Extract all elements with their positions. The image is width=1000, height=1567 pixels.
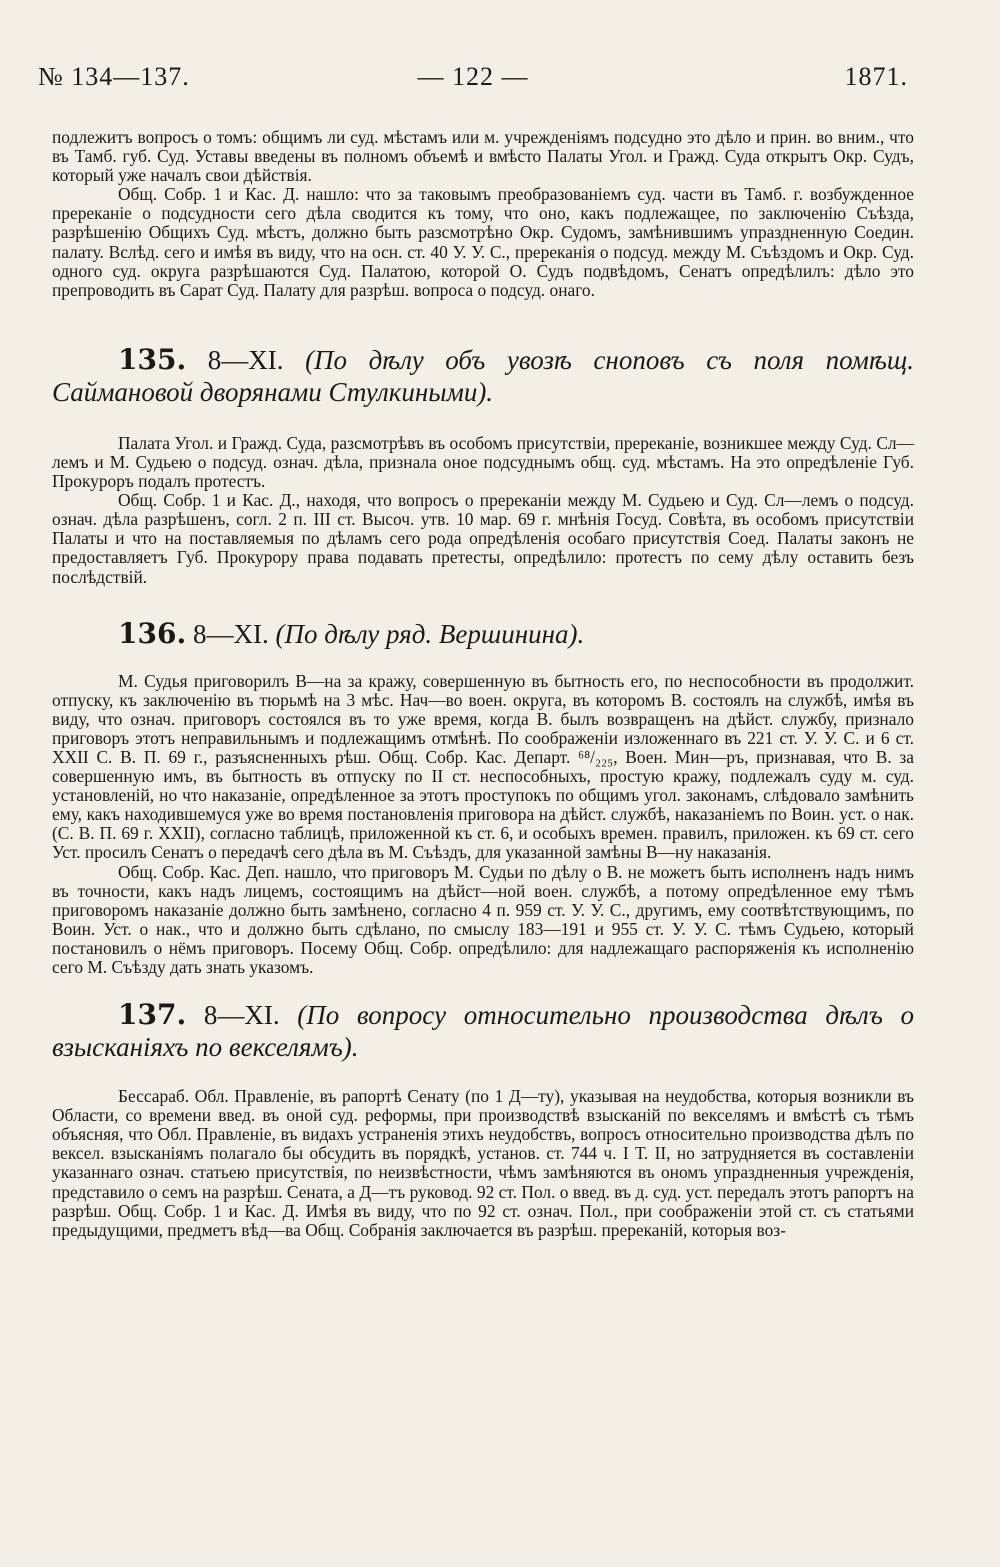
paragraph: М. Судья приговорилъ В—на за кражу, совершенную въ бытность его, по неспособности въ продолжит. отпуску, къ заключенію въ тюрьмѣ на 3 мѣс. Нач—во воен. округа, въ которомъ В. состоялъ на службѣ, имѣя въ виду, что означ. приговоръ состоялся въ то уже время, когда В. былъ возвращенъ на дѣйст. службу, признало приговоръ этотъ неправильнымъ и подлежащимъ отмѣнѣ. По соображеніи изложеннаго въ 221 ст. У. У. С. и 6 ст. XXII С. В. П. 69 г., разъясненныхъ рѣш. Общ. Собр. Кас. Департ. ⁶⁸/₂₂₅, Воен. Мин—ръ, признавая, что В. за совершенную имъ, въ бытность въ отпуску по II ст. неспособныхъ, простую кражу, подлежалъ суду м. суд. установленій, но что наказаніе, опредѣленное за этотъ проступокъ по общимъ угол. законамъ, слѣдовало замѣнить ему, какъ находившемуся уже во время постановленія приговора на дѣйст. службѣ, наказаніемъ по Воин. уст. о нак. (С. В. П. 69 г. XXII), согласно таблицѣ, приложенной къ ст. 6, и особыхъ времен. правилъ, приложен. къ 69 ст. сего Уст. просилъ Сенатъ о передачѣ сего дѣла въ М. Съѣздъ, для указанной замѣны В—ну наказанія.	[52, 670, 914, 863]
case-title: (По дѣлу ряд. Вершинина).	[275, 618, 585, 649]
case-number: 137.	[118, 998, 187, 1032]
paragraph: Палата Угол. и Гражд. Суда, разсмотрѣвъ въ особомъ присутствіи, пререканіе, возникшее между Суд. Сл—лемъ и М. Судьею о подсуд. означ. дѣла, признала оное подсуднымъ общ. суд. мѣстамъ. На это опредѣленіе Губ. Прокуроръ подалъ протестъ.	[52, 432, 914, 492]
page-number: — 122 —	[417, 62, 529, 91]
case-number: 136.	[118, 616, 187, 650]
case-number: 135.	[118, 342, 187, 376]
case-heading-135	[52, 344, 914, 408]
case-date: 8—XI.	[186, 618, 276, 649]
case-date: 8—XI.	[186, 1000, 298, 1031]
paragraph: подлежитъ вопросъ о томъ: общимъ ли суд. мѣстамъ или м. учрежденіямъ подсудно это дѣло и прин. во вним., что въ Тамб. губ. Суд. Уставы введены въ полномъ объемѣ и вмѣсто Палаты Угол. и Гражд. Суда открытъ Окр. Судъ, который уже началъ свои дѣйствія.	[52, 127, 914, 186]
paragraph: Бессараб. Обл. Правленіе, въ рапортѣ Сенату (по 1 Д—ту), указывая на неудобства, которыя возникли въ Области, со времени введ. въ оной суд. реформы, при производствѣ взысканій по векселямъ и вмѣстѣ съ тѣмъ объясняя, что Обл. Правленіе, въ видахъ устраненія этихъ неудобствъ, вопросъ относительно производства дѣлъ по вексел. взысканіямъ полагало бы обсудить въ порядкѣ, установ. ст. 744 ч. I Т. II, но затрудняется въ составленіи указаннаго означ. статьею присутствія, по неизвѣстности, чѣмъ замѣняются въ ономъ упраздненныя учрежденія, представило о семъ на разрѣш. Сената, а Д—тъ руковод. 92 ст. Пол. о введ. въ д. суд. уст. передалъ этотъ рапортъ на разрѣш. Общ. Собр. 1 и Кас. Д. Имѣя въ виду, что по 92 ст. означ. Пол., при соображеніи этой ст. съ статьями предыдущими, предметъ вѣд—ва Общ. Собранія заключается въ разрѣш. пререканій, которыя воз-	[52, 1086, 914, 1240]
paragraph: Общ. Собр. Кас. Деп. нашло, что приговоръ М. Судьи по дѣлу о В. не можетъ быть исполненъ надъ нимъ въ точности, какъ надъ лицемъ, состоящимъ на дѣйст—ной воен. службѣ, а потому опредѣленное ему тѣмъ приговоромъ наказаніе должно быть замѣнено, согласно 4 п. 959 ст. У. У. С., другимъ, ему соотвѣтствующимъ, по Воин. Уст. о нак., что и должно быть сдѣлано, по смыслу 183—191 и 955 ст. У. У. С. тѣмъ Судьею, который постановилъ о нёмъ приговоръ. Посему Общ. Собр. опредѣлило: для надлежащаго распоряженія къ исполненію сего М. Съѣзду дать знать указомъ.	[52, 861, 914, 977]
case-title: (По дѣлу объ увозѣ сноповъ съ поля помѣщ. Саймановой дворянами Стулкиными).	[52, 344, 914, 407]
case-title: (По вопросу относительно производства дѣлъ о взысканіяхъ по векселямъ).	[52, 1000, 914, 1063]
paragraph: Общ. Собр. 1 и Кас. Д. нашло: что за таковымъ преобразованіемъ суд. части въ Тамб. г. возбужденное пререканіе о подсудности сего дѣла сводится къ тому, что оно, какъ подлежащее, по заключенію Съѣзда, разрѣшенію Общихъ Суд. мѣстъ, должно быть разсмотрѣно Окр. Судомъ, замѣнившимъ упраздненную Соедин. палату. Вслѣд. сего и имѣя въ виду, что на осн. ст. 40 У. У. С., пререканія о подсуд. между М. Съѣздомъ и Окр. Суд. одного суд. округа разрѣшаются Суд. Палатою, которой О. Судъ подвѣдомъ, Сенатъ опредѣлилъ: дѣло это препроводить въ Сарат Суд. Палату для разрѣш. вопроса о подсуд. онаго.	[52, 184, 914, 300]
year: 1871.	[844, 62, 908, 91]
paragraph: Общ. Собр. 1 и Кас. Д., находя, что вопросъ о пререканіи между М. Судьею и Суд. Сл—лемъ о подсуд. означ. дѣла разрѣшенъ, согл. 2 п. III ст. Высоч. утв. 10 мар. 69 г. мнѣнія Госуд. Совѣта, въ особомъ присутствіи Палаты и что на поставляемыя по дѣламъ сего рода опредѣленія особаго присутствія Соед. Палаты законъ не предоставляетъ Губ. Прокурору права подавать претесты, опредѣлило: протестъ по сему дѣлу оставить безъ послѣдствій.	[52, 490, 914, 587]
body-text	[52, 128, 914, 1240]
case-date: 8—XI.	[186, 344, 306, 375]
case-range: № 134—137.	[38, 62, 190, 91]
running-head	[38, 62, 908, 102]
case-heading-137	[52, 999, 914, 1063]
case-heading-136	[52, 618, 914, 650]
